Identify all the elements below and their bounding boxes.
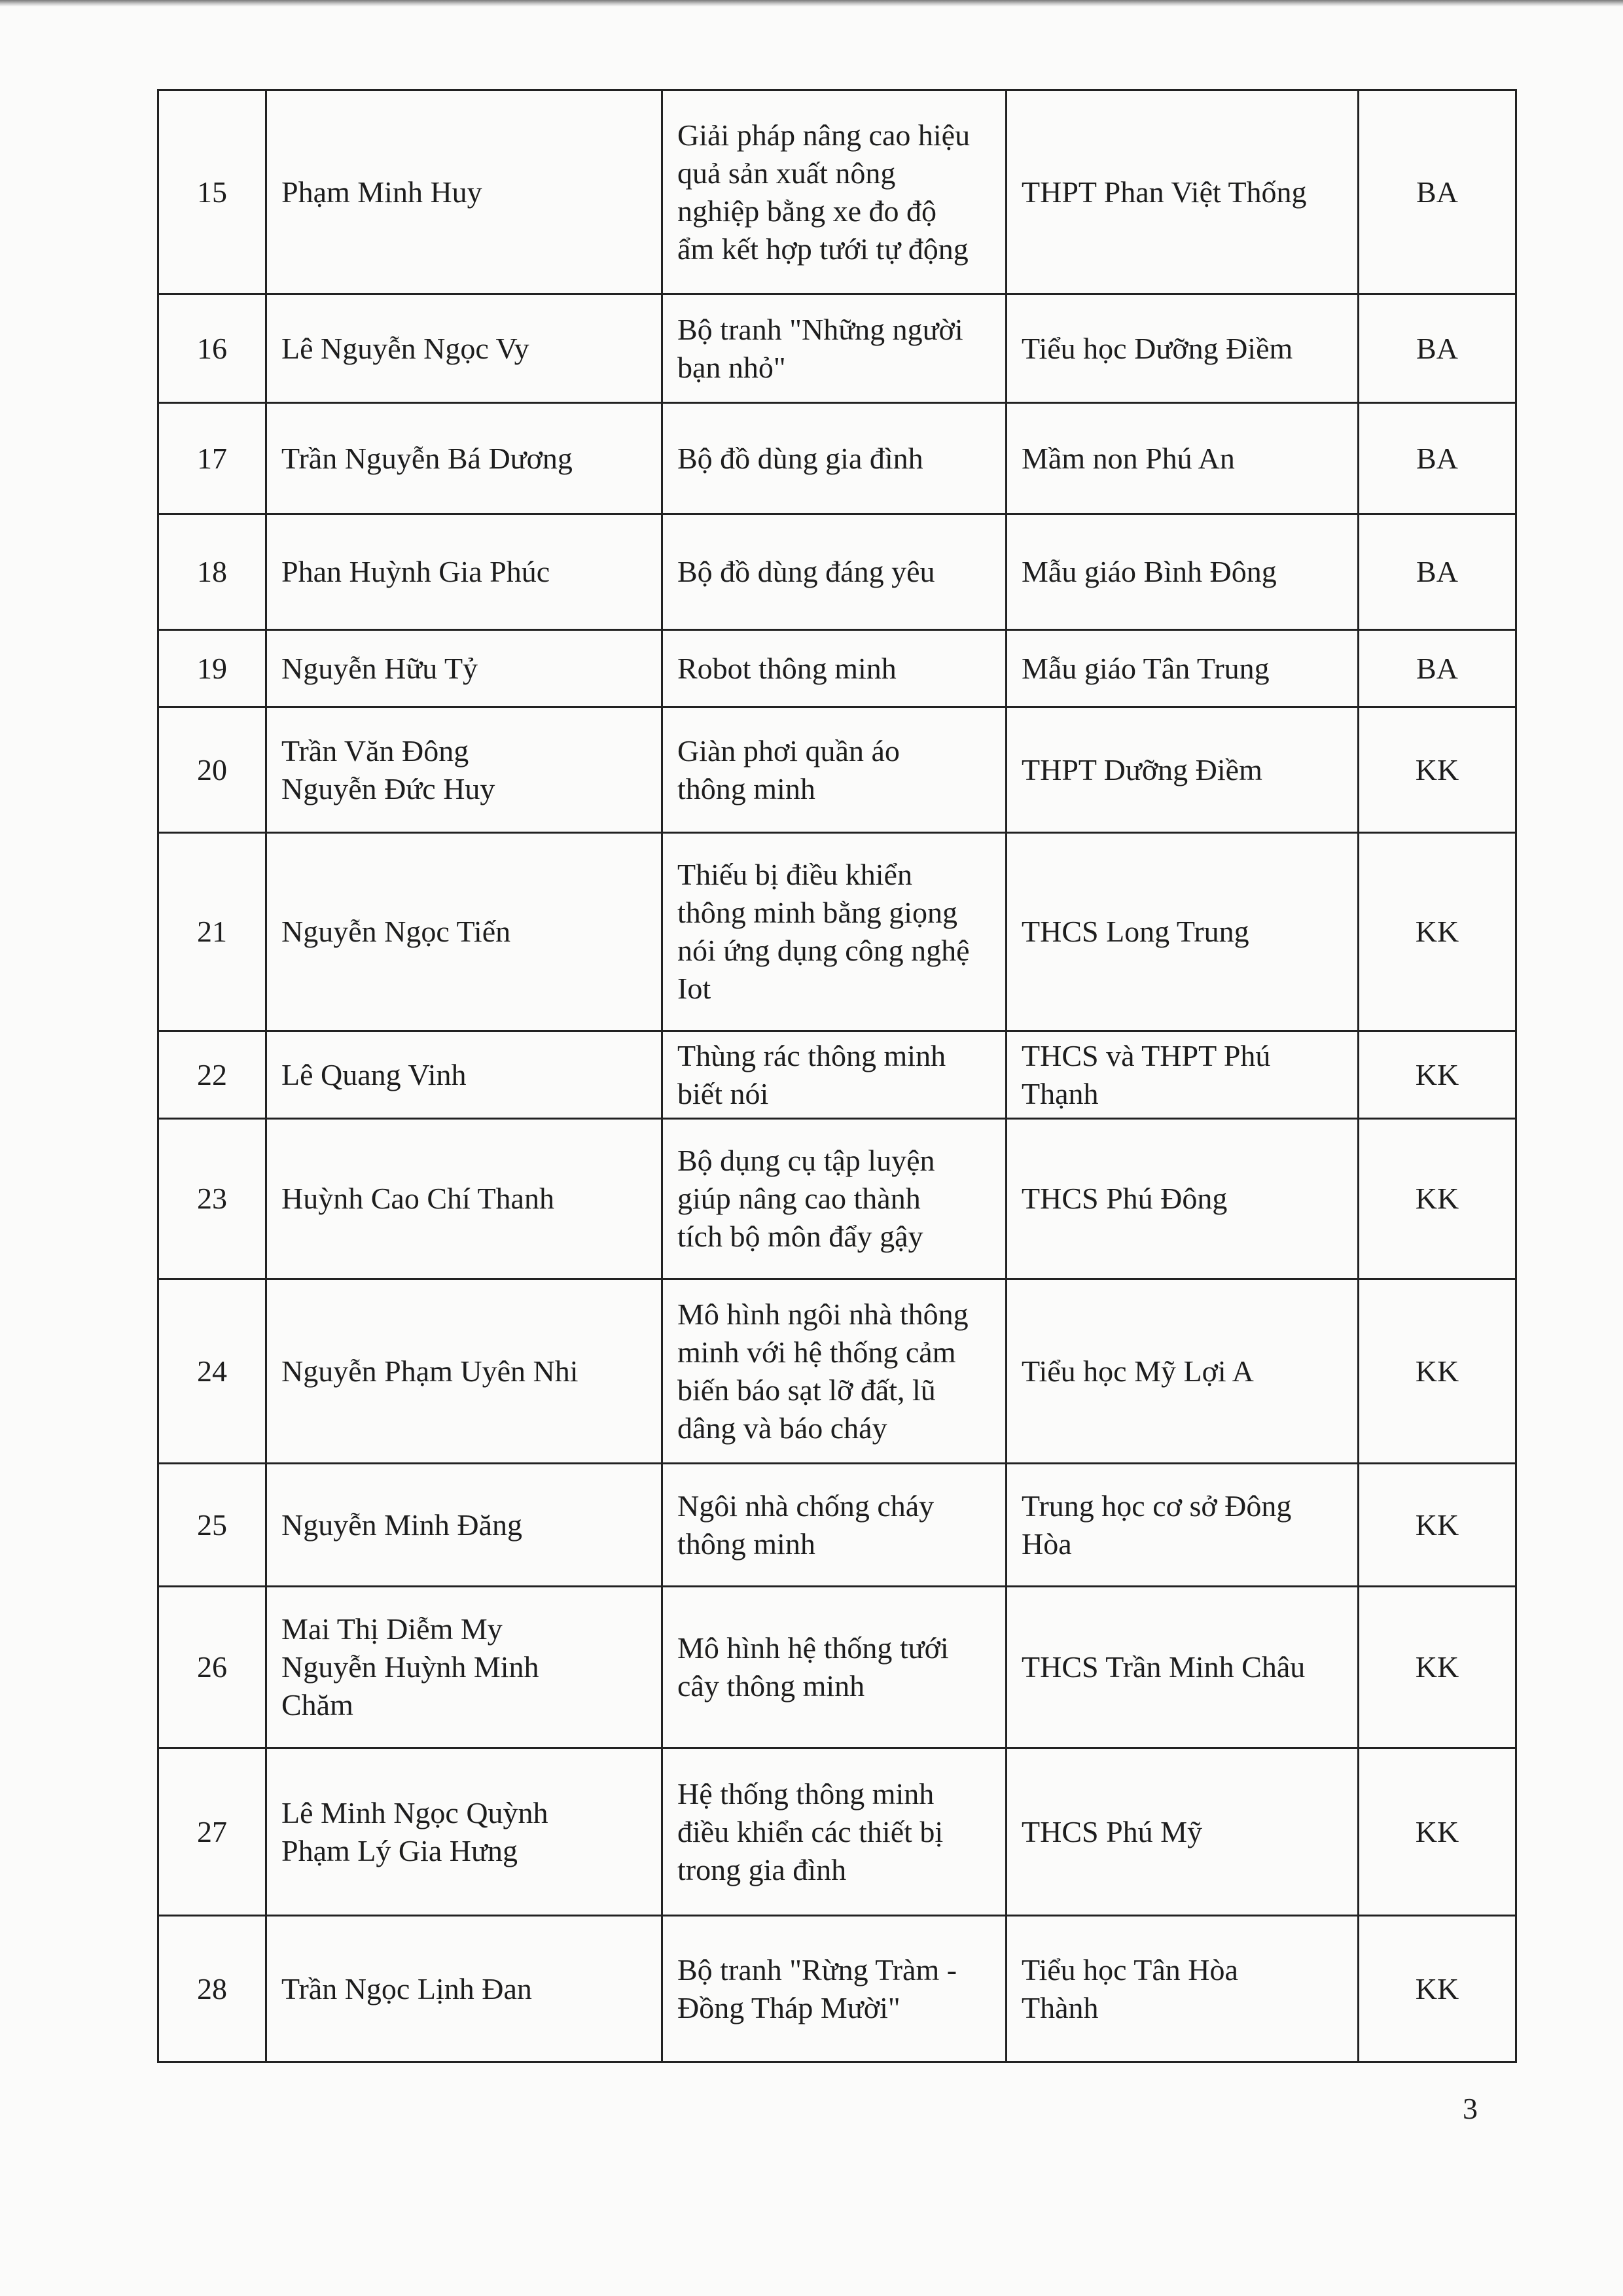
cell-student-names [266,514,662,630]
cell-stt: 20 [158,707,266,833]
cell-school [1007,1587,1359,1748]
student-name-line: Lê Minh Ngọc Quỳnh [281,1795,548,1829]
cell-school [1007,1279,1359,1464]
table-row [158,403,1516,514]
school-line: Thạnh [1022,1076,1099,1110]
student-name-line: Phan Huỳnh Gia Phúc [281,555,550,588]
cell-stt: 26 [158,1587,266,1748]
cell-project-title [662,90,1007,294]
project-title-line: trong gia đình [677,1852,847,1886]
cell-student-names [266,1279,662,1464]
table-row [158,630,1516,707]
cell-school [1007,630,1359,707]
cell-award: KK [1359,1464,1516,1587]
school-line: Trung học cơ sở Đông [1022,1489,1292,1523]
cell-award: KK [1359,1279,1516,1464]
cell-student-names [266,1748,662,1916]
table-row [158,1031,1516,1119]
cell-school [1007,514,1359,630]
cell-award: BA [1359,630,1516,707]
project-title-line: Bộ đồ dùng gia đình [677,441,923,475]
cell-stt: 16 [158,294,266,403]
student-name-line: Phạm Minh Huy [281,175,482,209]
project-title-line: cây thông minh [677,1669,865,1703]
cell-project-title [662,630,1007,707]
school-line: Tiểu học Dưỡng Điềm [1022,331,1293,365]
cell-project-title [662,1119,1007,1279]
school-line: Tiểu học Tân Hòa [1022,1952,1238,1987]
student-name-line: Trần Ngọc Lịnh Đan [281,1971,532,2005]
cell-project-title [662,294,1007,403]
cell-stt: 23 [158,1119,266,1279]
project-title-line: Bộ tranh "Rừng Tràm - [677,1952,957,1987]
project-title-line: thông minh [677,771,815,805]
student-name-line: Nguyễn Huỳnh Minh [281,1650,539,1684]
cell-project-title [662,1748,1007,1916]
cell-student-names [266,1031,662,1119]
project-title-line: Mô hình hệ thống tưới [677,1631,949,1665]
project-title-line: Thùng rác thông minh [677,1038,946,1072]
cell-student-names [266,1916,662,2062]
school-line: THCS và THPT Phú [1022,1038,1271,1072]
student-name-line: Phạm Lý Gia Hưng [281,1833,518,1867]
cell-award: KK [1359,1587,1516,1748]
project-title-line: thông minh bằng giọng [677,896,958,929]
project-title-line: Iot [677,972,711,1005]
student-name-line: Mai Thị Diễm My [281,1612,503,1646]
cell-student-names [266,294,662,403]
project-title-line: tích bộ môn đẩy gậy [677,1220,923,1253]
cell-stt: 21 [158,833,266,1031]
cell-award: KK [1359,833,1516,1031]
project-title-line: điều khiển các thiết bị [677,1814,944,1848]
school-line: THCS Long Trung [1022,915,1249,948]
project-title-line: Bộ dụng cụ tập luyện [677,1144,935,1177]
cell-school [1007,1031,1359,1119]
page-number: 3 [1463,2092,1478,2125]
cell-student-names [266,707,662,833]
project-title-line: Giàn phơi quần áo [677,733,900,768]
cell-stt: 17 [158,403,266,514]
cell-school [1007,294,1359,403]
table-row [158,1587,1516,1748]
school-line: THPT Phan Việt Thống [1022,175,1307,209]
cell-school [1007,707,1359,833]
project-title-line: nói ứng dụng công nghệ [677,934,970,967]
project-title-line: bạn nhỏ" [677,350,786,384]
project-title-line: ẩm kết hợp tưới tự động [677,232,969,266]
cell-award: BA [1359,294,1516,403]
cell-stt: 22 [158,1031,266,1119]
project-title-line: dâng và báo cháy [677,1411,887,1445]
cell-project-title [662,1031,1007,1119]
school-line: Mẫu giáo Tân Trung [1022,651,1270,685]
cell-student-names [266,1464,662,1587]
student-name-line: Nguyễn Phạm Uyên Nhi [281,1354,579,1388]
cell-stt: 18 [158,514,266,630]
project-title-line: Đồng Tháp Mười" [677,1990,901,2024]
cell-school [1007,833,1359,1031]
student-name-line: Trần Nguyễn Bá Dương [281,441,573,475]
project-title-line: biến báo sạt lỡ đất, lũ [677,1373,936,1407]
cell-award: KK [1359,1916,1516,2062]
project-title-line: Ngôi nhà chống cháy [677,1489,935,1523]
cell-award: KK [1359,1031,1516,1119]
cell-stt: 27 [158,1748,266,1916]
cell-award: KK [1359,707,1516,833]
project-title-line: Bộ tranh "Những người [677,312,963,346]
cell-stt: 25 [158,1464,266,1587]
student-name-line: Lê Quang Vinh [281,1057,467,1091]
cell-stt: 19 [158,630,266,707]
project-title-line: minh với hệ thống cảm [677,1335,956,1369]
school-line: Mẫu giáo Bình Đông [1022,555,1277,588]
project-title-line: nghiệp bằng xe đo độ [677,194,937,228]
school-line: THCS Trần Minh Châu [1022,1650,1306,1684]
table-row [158,90,1516,294]
cell-project-title [662,403,1007,514]
school-line: Hòa [1022,1527,1072,1561]
school-line: Tiểu học Mỹ Lợi A [1022,1354,1254,1388]
cell-award: BA [1359,514,1516,630]
student-name-line: Chăm [281,1688,353,1722]
school-line: THCS Phú Đông [1022,1182,1228,1215]
cell-award: KK [1359,1119,1516,1279]
project-title-line: Bộ đồ dùng đáng yêu [677,555,935,588]
project-title-line: quả sản xuất nông [677,156,896,190]
school-line: THCS Phú Mỹ [1022,1814,1203,1848]
student-name-line: Nguyễn Ngọc Tiến [281,915,511,948]
project-title-line: Thiếu bị điều khiển [677,858,912,891]
table-row [158,707,1516,833]
cell-project-title [662,1916,1007,2062]
cell-project-title [662,1587,1007,1748]
student-name-line: Huỳnh Cao Chí Thanh [281,1182,554,1215]
project-title-line: Robot thông minh [677,651,897,685]
school-line: Mầm non Phú An [1022,441,1235,475]
cell-stt: 15 [158,90,266,294]
table-row [158,1916,1516,2062]
student-name-line: Nguyễn Minh Đăng [281,1508,522,1542]
project-title-line: biết nói [677,1076,769,1110]
table-row [158,1119,1516,1279]
table-row [158,833,1516,1031]
cell-school [1007,1119,1359,1279]
project-title-line: giúp nâng cao thành [677,1182,921,1215]
school-line: Thành [1022,1990,1099,2024]
cell-student-names [266,90,662,294]
table-row [158,294,1516,403]
cell-project-title [662,707,1007,833]
cell-project-title [662,1279,1007,1464]
student-name-line: Nguyễn Đức Huy [281,771,495,805]
student-name-line: Lê Nguyễn Ngọc Vy [281,331,529,365]
student-name-line: Trần Văn Đông [281,733,469,768]
cell-student-names [266,1119,662,1279]
cell-project-title [662,833,1007,1031]
cell-school [1007,1916,1359,2062]
cell-stt: 24 [158,1279,266,1464]
project-title-line: thông minh [677,1527,815,1561]
cell-school [1007,403,1359,514]
cell-student-names [266,630,662,707]
cell-award: BA [1359,403,1516,514]
cell-student-names [266,1587,662,1748]
table-row [158,1748,1516,1916]
student-name-line: Nguyễn Hữu Tỷ [281,651,478,685]
cell-school [1007,1748,1359,1916]
scan-top-edge [0,0,1623,7]
cell-stt: 28 [158,1916,266,2062]
cell-project-title [662,514,1007,630]
cell-student-names [266,403,662,514]
cell-school [1007,90,1359,294]
cell-student-names [266,833,662,1031]
school-line: THPT Dưỡng Điềm [1022,752,1262,786]
table-row [158,1279,1516,1464]
project-title-line: Mô hình ngôi nhà thông [677,1297,969,1331]
table-row [158,1464,1516,1587]
cell-school [1007,1464,1359,1587]
results-table [157,89,1517,2063]
cell-award: KK [1359,1748,1516,1916]
project-title-line: Hệ thống thông minh [677,1776,935,1810]
cell-award: BA [1359,90,1516,294]
cell-project-title [662,1464,1007,1587]
table-row [158,514,1516,630]
project-title-line: Giải pháp nâng cao hiệu [677,118,971,152]
